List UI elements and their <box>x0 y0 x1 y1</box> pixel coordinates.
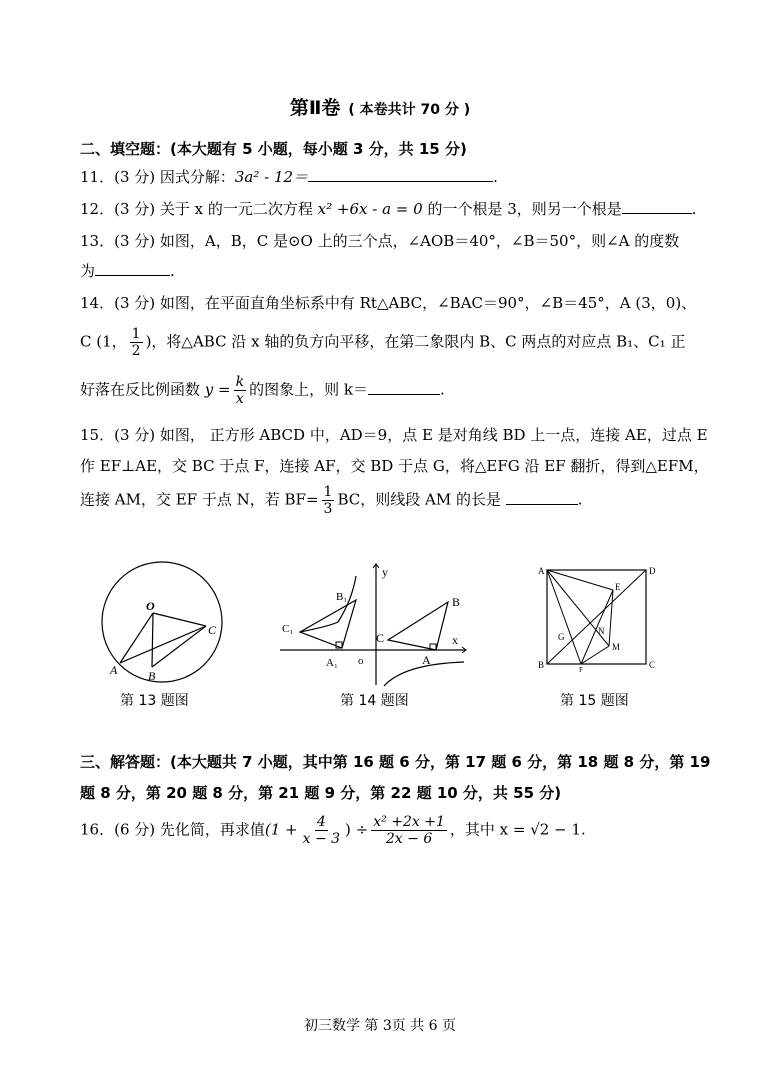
label-x: x <box>452 633 458 647</box>
figure-13-diagram <box>90 560 240 684</box>
section-3-heading-line-1: 三、解答题：(本大题共 7 小题，其中第 16 题 6 分，第 17 题 6 分，第 18 题 8 分，第 19 <box>80 753 711 771</box>
fraction-k-over-x: $\frac{k}{x}$ <box>235 374 245 408</box>
label-f: F <box>579 666 583 672</box>
page-footer: 初三数学 第 3页 共 6 页 <box>303 1018 457 1034</box>
question-15-line-2: 作 EF⊥AE，交 BC 于点 F，连接 AF，交 BD 于点 G，将△EFG 沿 EF 翻折，得到△EFM， <box>80 457 709 475</box>
label-a: A <box>422 653 431 667</box>
fraction-quadratic-over-linear: $\frac{\text{x² +2x +1}}{2x - 6}$ <box>373 814 445 848</box>
question-13-line-1: 13．(3 分) 如图，A，B，C 是⊙O 上的三个点，∠AOB＝40°，∠B＝50°，则∠A 的度数 <box>80 232 680 250</box>
label-g: G <box>558 632 565 642</box>
question-13-line-2: 为 . <box>80 262 175 280</box>
label-a: A <box>110 663 118 677</box>
question-11: 11．(3 分) 因式分解：3a² - 12＝ . <box>80 168 498 186</box>
segment-ob <box>152 613 153 667</box>
label-e: E <box>615 582 621 592</box>
title-subtitle: ( 本卷共计 70 分 ) <box>348 102 471 118</box>
question-15-line-3: 连接 AM，交 EF 于点 N，若 BF= $\frac{1}{3}$ BC，则线段 AM 的长是 . <box>80 484 583 518</box>
title-main: 第Ⅱ卷 <box>289 97 341 119</box>
answer-blank <box>308 180 493 182</box>
segment-af <box>547 570 581 664</box>
segment-ae <box>547 570 613 590</box>
figure-14-caption: 第 14 题图 <box>340 693 409 709</box>
fraction-third: $\frac{1}{3}$ <box>323 484 333 518</box>
label-n: N <box>598 626 605 636</box>
figure-14-diagram <box>280 560 470 688</box>
triangle-abc <box>388 602 448 650</box>
label-b: B <box>538 660 545 670</box>
circle-o <box>102 562 222 682</box>
label-c: C <box>376 631 385 645</box>
segment-oc <box>153 613 206 626</box>
question-15-line-1: 15．(3 分) 如图， 正方形 ABCD 中，AD＝9，点 E 是对角线 BD 上一点，连接 AE，过点 E <box>80 426 708 444</box>
label-o: O <box>146 599 155 613</box>
hyperbola-branch-q2 <box>300 576 356 632</box>
label-y: y <box>382 565 388 579</box>
question-12: 12．(3 分) 关于 x 的一元二次方程 x² +6x - a = 0 的一个根是 3，则另一个根是 . <box>80 200 697 218</box>
figure-15-caption: 第 15 题图 <box>560 693 629 709</box>
fraction-half: $\frac{1}{2}$ <box>131 326 141 360</box>
label-a1: A₁ <box>326 657 338 669</box>
label-c: C <box>208 623 217 637</box>
answer-blank <box>622 212 692 214</box>
figure-13-caption: 第 13 题图 <box>120 693 189 709</box>
label-origin: o <box>358 655 364 667</box>
diagonal-bd <box>547 570 646 664</box>
triangle-a1b1c1 <box>300 600 356 648</box>
question-16: 16．(6 分) 先化简，再求值(1 + $\frac{4}{x - 3}$ ) ÷ $\frac{\text{x² +2x +1}}{2x - 6}$ ，其中 x = √2 − 1. <box>80 814 586 848</box>
section-2-heading: 二、填空题：(本大题有 5 小题，每小题 3 分，共 15 分) <box>80 140 467 158</box>
question-14-line-1: 14．(3 分) 如图，在平面直角坐标系中有 Rt△ABC，∠BAC＝90°，∠B＝45°，A (3，0)、 <box>80 294 697 312</box>
label-c: C <box>649 660 656 670</box>
label-b: B <box>148 669 156 683</box>
answer-blank <box>506 503 578 505</box>
label-m: M <box>612 642 621 652</box>
fraction-4-over-x-minus-3: $\frac{4}{x - 3}$ <box>302 814 341 848</box>
label-c1: C₁ <box>282 623 294 635</box>
question-14-line-2: C (1， $\frac{1}{2}$ )，将△ABC 沿 x 轴的负方向平移，在第二象限内 B、C 两点的对应点 B₁、C₁ 正 <box>80 326 686 360</box>
question-14-line-3: 好落在反比例函数 y = $\frac{k}{x}$ 的图象上，则 k＝ . <box>80 374 445 408</box>
label-a: A <box>538 566 545 576</box>
figure-15-diagram <box>536 562 666 672</box>
answer-blank <box>368 393 440 395</box>
label-d: D <box>649 566 656 576</box>
label-b: B <box>452 595 461 609</box>
segment-bc <box>152 626 206 667</box>
section-3-heading-line-2: 题 8 分，第 20 题 8 分，第 21 题 9 分，第 22 题 10 分，共 55 分) <box>80 784 562 802</box>
label-b1: B₁ <box>336 591 348 603</box>
answer-blank <box>95 274 170 276</box>
page-title <box>0 93 760 120</box>
